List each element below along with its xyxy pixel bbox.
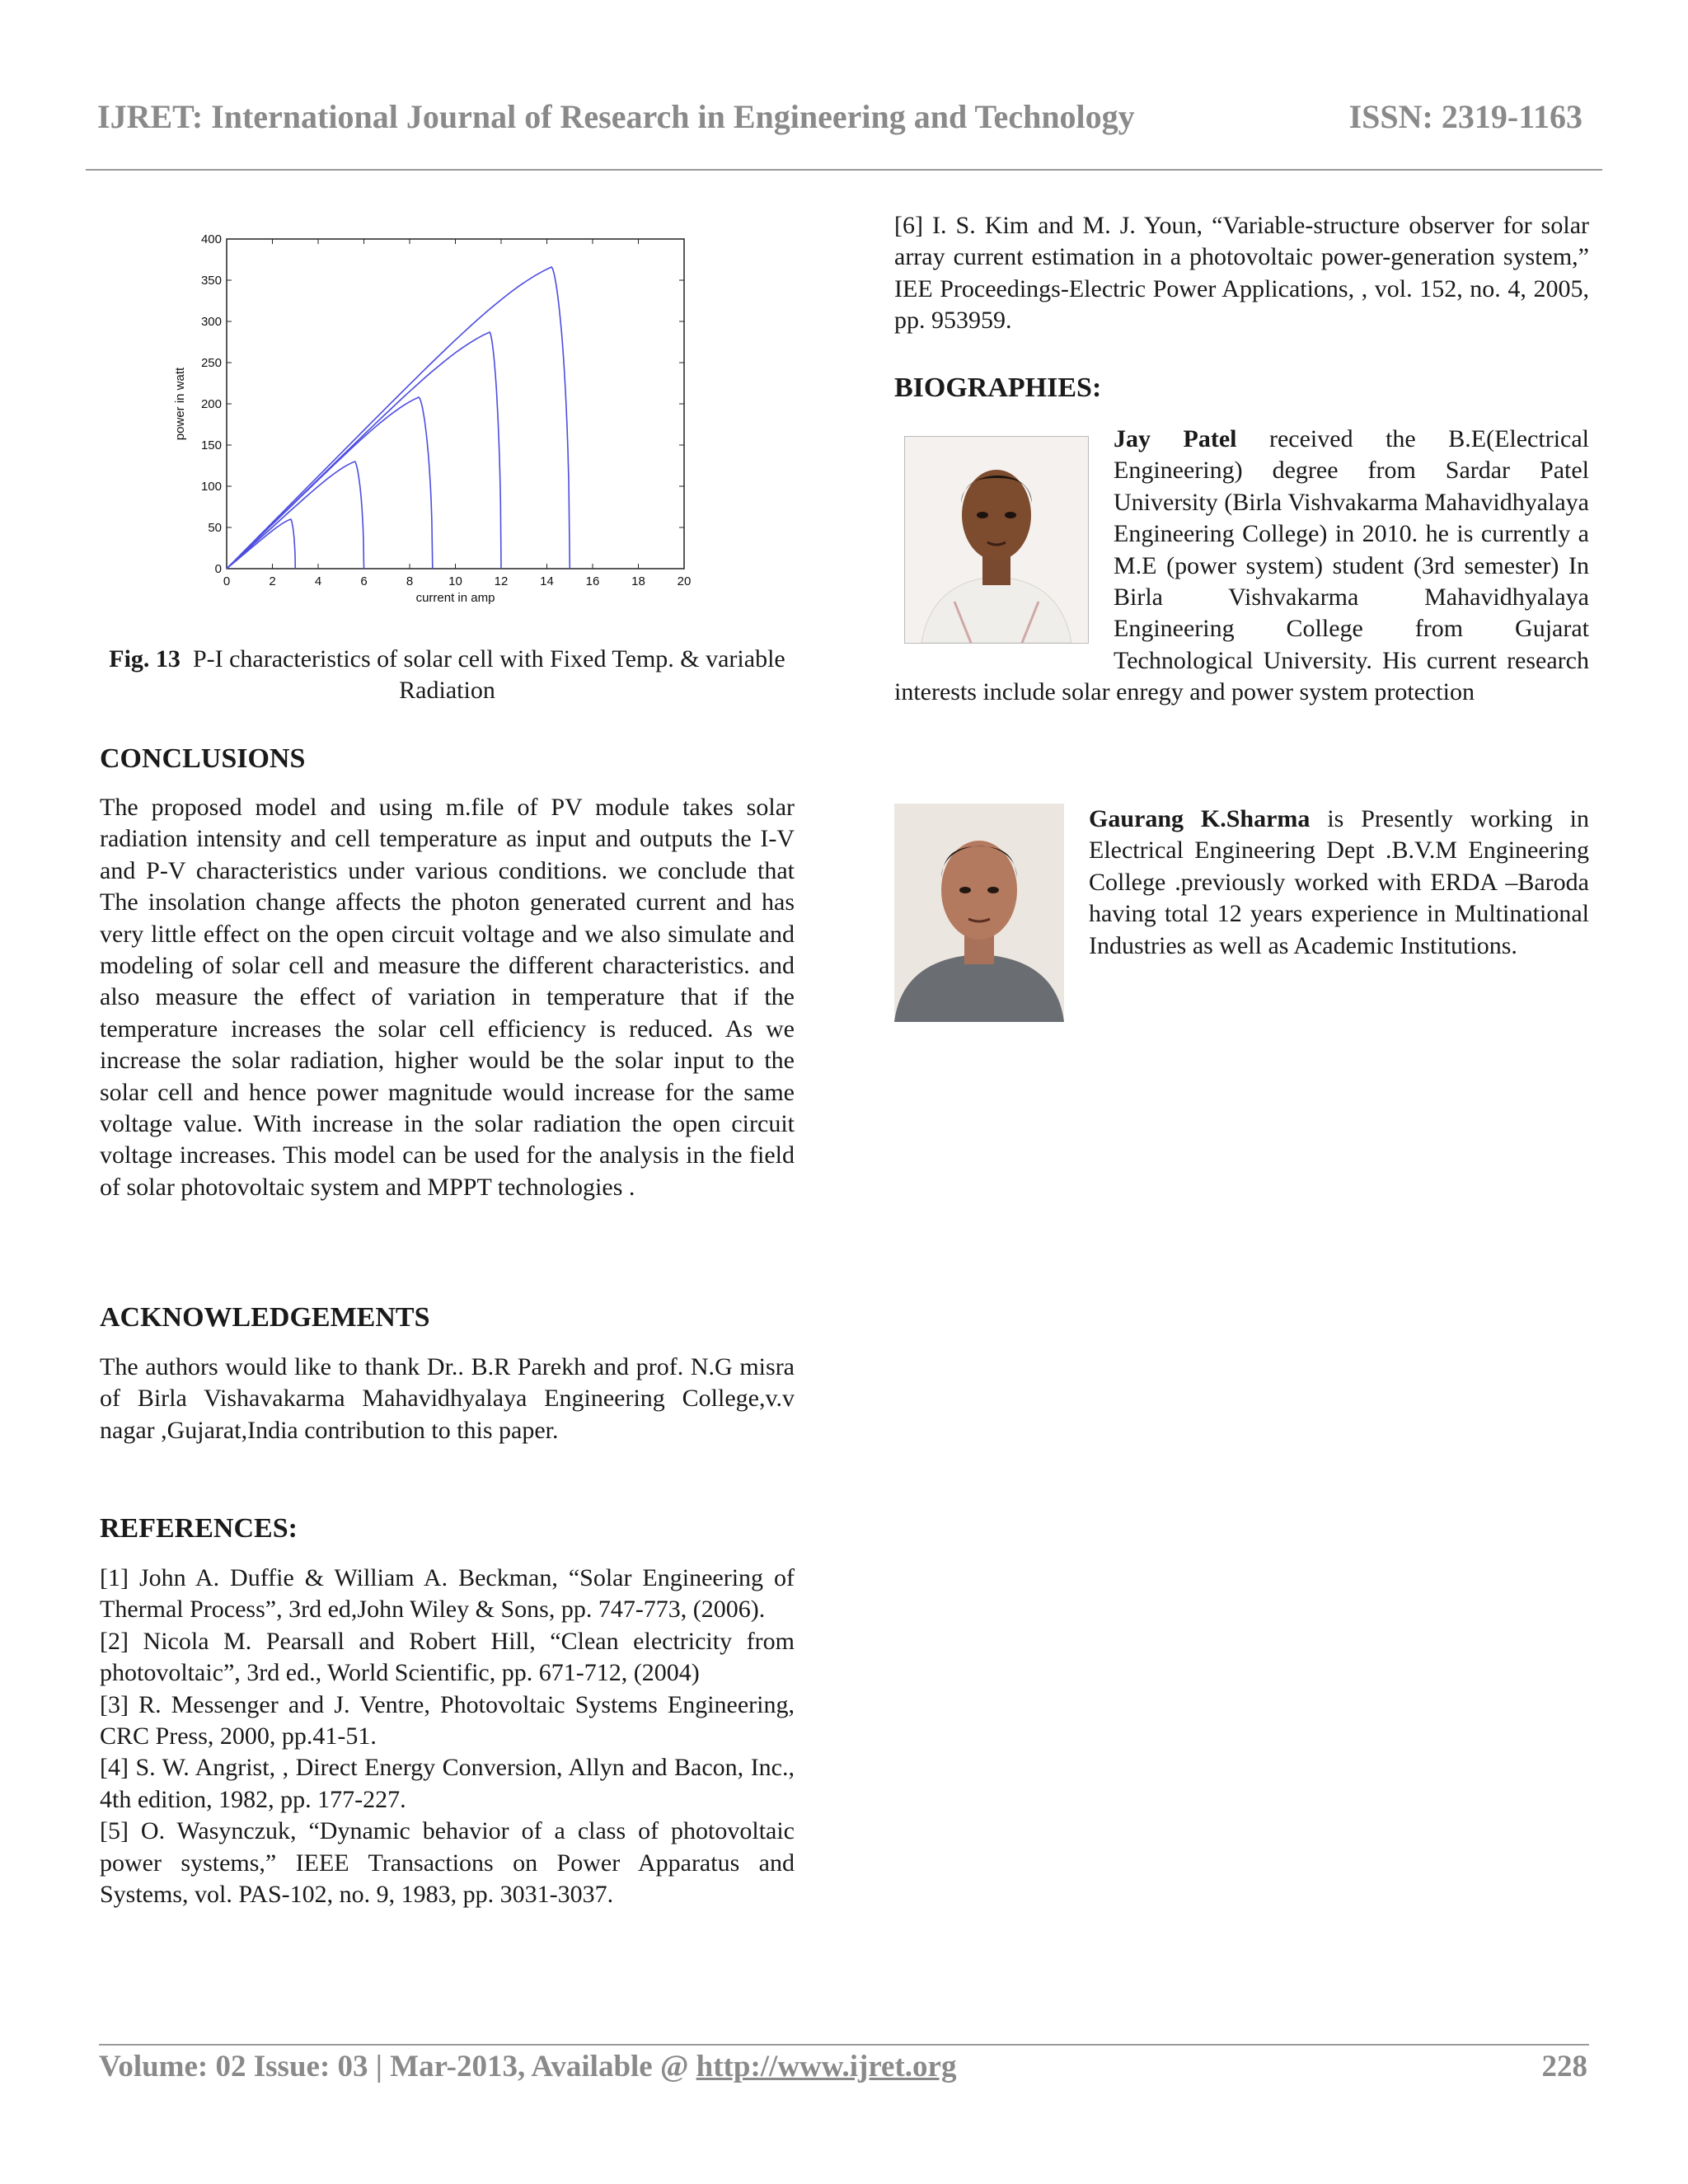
acknowledgements-heading: ACKNOWLEDGEMENTS [100, 1302, 430, 1333]
bio-jay-patel [894, 424, 1589, 709]
footer-divider [99, 2044, 1589, 2046]
y-tick-label: 350 [200, 274, 222, 288]
x-tick-label: 6 [360, 574, 368, 588]
x-tick-label: 20 [677, 574, 692, 588]
y-tick-label: 400 [200, 232, 222, 246]
x-tick-label: 18 [631, 574, 645, 588]
plot-frame [227, 239, 684, 569]
page-number: 228 [1541, 2050, 1587, 2083]
bio-text: is Presently working in Electrical Engineering Dept .B.V.M Engineering College .previously worked with ERDA –Baroda having total 12 years experience in Multinational Industries as well as Academic Institutions. [1089, 805, 1589, 959]
x-tick-label: 0 [223, 574, 231, 588]
conclusions-heading: CONCLUSIONS [100, 743, 306, 774]
reference-item: [5] O. Wasynczuk, “Dynamic behavior of a class of photovoltaic power systems,” IEEE Transactions on Power Apparatus and Systems, vol. PAS-102, no. 9, 1983, pp. 3031-3037. [100, 1817, 795, 1909]
y-tick-label: 50 [208, 521, 222, 535]
y-tick-label: 200 [200, 397, 222, 411]
reference-item: [6] I. S. Kim and M. J. Youn, “Variable-structure observer for solar array current estimation in a photovoltaic power-generation system,” IEE Proceedings-Electric Power Applications, , vol. 152, no. 4, 2005, pp. 953959. [894, 212, 1589, 335]
y-axis-label: power in watt [173, 367, 187, 441]
figure-caption-text: P-I characteristics of solar cell with Fixed Temp. & variable Radiation [192, 645, 785, 704]
x-tick-label: 12 [494, 574, 509, 588]
reference-item: [2] Nicola M. Pearsall and Robert Hill, “Clean electricity from photovoltaic”, 3rd ed., World Scientific, pp. 671-712, (2004) [100, 1627, 795, 1687]
conclusions-text: The proposed model and using m.file of PV module takes solar radiation intensity and cell temperature as input and outputs the I-V and P-V characteristics under various conditions. we conclude that The insolation change affects the photon generated current and has very little effect on the open circuit voltage and we also simulate and modeling of solar cell and measure the different characteristics. and also measure the effect of variation in temperature that if the temperature increases the solar cell efficiency is reduced. As we increase the solar radiation, higher would be the solar input to the solar cell and hence power magnitude would increase for the same voltage value. With increase in the solar radiation the open circuit voltage increases. This model can be used for the analysis in the field of solar photovoltaic system and MPPT technologies . [100, 794, 795, 1201]
x-axis-label: current in amp [415, 591, 495, 605]
pi-characteristics-chart [161, 223, 705, 610]
y-tick-label: 150 [200, 438, 222, 452]
reference-item: [4] S. W. Angrist, , Direct Energy Conversion, Allyn and Bacon, Inc., 4th edition, 1982, pp. 177-227. [100, 1754, 795, 1813]
jay-patel-photo [904, 436, 1089, 644]
person-portrait-icon [905, 437, 1088, 643]
footer-volume [99, 2049, 956, 2084]
y-tick-label: 300 [200, 315, 222, 329]
x-tick-label: 14 [540, 574, 554, 588]
x-tick-label: 4 [314, 574, 322, 588]
x-tick-label: 2 [269, 574, 276, 588]
figure-caption-label: Fig. 13 [109, 645, 181, 673]
bio-gaurang-sharma [894, 804, 1589, 1027]
bio-name: Jay Patel [1114, 425, 1237, 452]
gaurang-sharma-photo [894, 804, 1064, 1022]
x-tick-label: 10 [448, 574, 462, 588]
y-tick-label: 0 [214, 562, 222, 576]
x-tick-label: 16 [585, 574, 600, 588]
references-heading: REFERENCES: [100, 1513, 298, 1544]
bio-name: Gaurang K.Sharma [1089, 805, 1311, 832]
acknowledgements-text: The authors would like to thank Dr.. B.R Parekh and prof. N.G misra of Birla Vishavakarma Mahavidhyalaya Engineering College,v.v nagar ,Gujarat,India contribution to this paper. [100, 1353, 795, 1444]
issn: ISSN: 2319-1163 [1348, 98, 1582, 135]
x-tick-label: 8 [406, 574, 414, 588]
biographies-heading: BIOGRAPHIES: [894, 373, 1102, 403]
references-list [100, 1563, 795, 1910]
y-tick-label: 100 [200, 480, 222, 494]
header-divider [86, 169, 1602, 171]
person-portrait-icon [894, 804, 1064, 1022]
y-tick-label: 250 [200, 356, 222, 370]
journal-link[interactable]: http://www.ijret.org [696, 2050, 957, 2083]
bio-text: received the B.E(Electrical Engineering) degree from Sardar Patel University (Birla Vishvakarma Mahavidhyalaya Engineering College) in 2010. he is currently a M.E (power system) student (3rd semester) In Birla Vishvakarma Mahavidhyalaya Engineering College from Gujarat Technological University. His current research interests include solar enregy and power system protection [894, 425, 1589, 706]
footer-volume-text: Volume: 02 Issue: 03 | Mar-2013, Available @ [99, 2050, 689, 2083]
reference-item: [3] R. Messenger and J. Ventre, Photovoltaic Systems Engineering, CRC Press, 2000, pp.41-51. [100, 1690, 795, 1750]
reference-item: [1] John A. Duffie & William A. Beckman, “Solar Engineering of Thermal Process”, 3rd ed,John Wiley & Sons, pp. 747-773, (2006). [100, 1564, 795, 1624]
journal-title: IJRET: International Journal of Research in Engineering and Technology [97, 98, 1135, 135]
figure-caption [100, 644, 795, 706]
